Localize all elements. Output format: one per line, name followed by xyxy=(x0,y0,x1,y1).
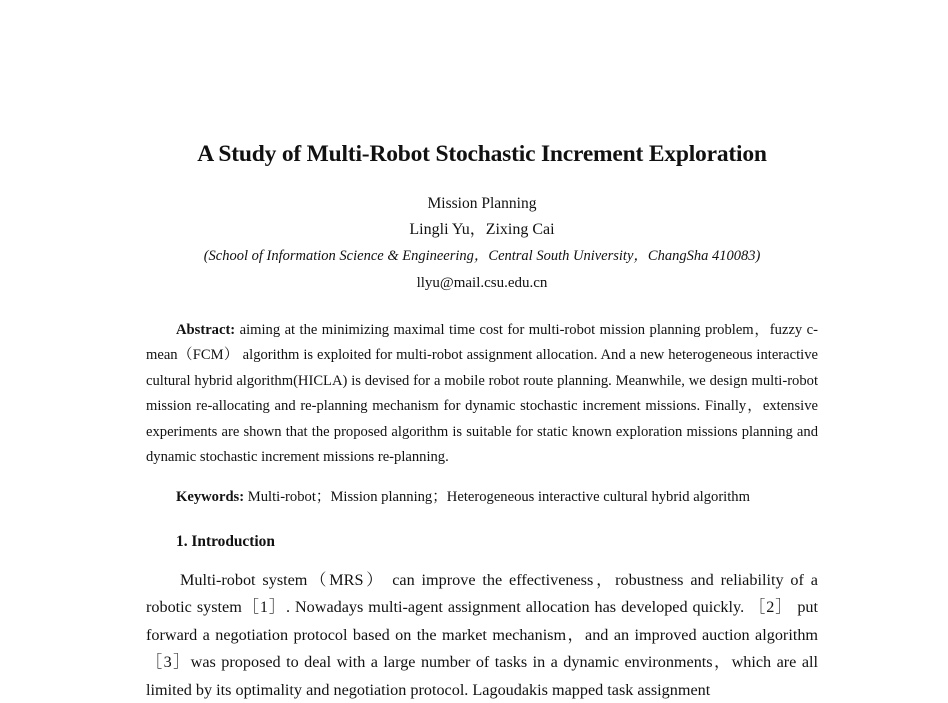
paper-content-column xyxy=(146,0,818,703)
author-names: Lingli Yu，Zixing Cai xyxy=(409,221,555,239)
page-title: A Study of Multi-Robot Stochastic Increment Exploration xyxy=(197,141,767,167)
keywords-text: Multi-robot；Mission planning；Heterogeneous interactive cultural hybrid algorithm xyxy=(247,489,750,506)
section-heading-introduction: 1. Introduction xyxy=(176,532,275,550)
abstract-text: aiming at the minimizing maximal time cost for multi-robot mission planning problem，fuzzy c-mean（FCM） algorithm is exploited for multi-robot assignment allocation. And a new heterogeneous interactive cultural hybrid algorithm(HICLA) is devised for a mobile robot route planning. Meanwhile, we design multi-robot mission re-allocating and re-planning mechanism for dynamic stochastic increment missions. Finally，extensive experiments are shown that the proposed algorithm is suitable for static known exploration missions planning and dynamic stochastic increment missions re-planning. xyxy=(146,321,818,466)
keywords-label: Keywords: xyxy=(176,489,245,506)
abstract-paragraph xyxy=(146,318,818,471)
abstract-label: Abstract: xyxy=(176,321,236,338)
keywords-paragraph xyxy=(146,485,818,511)
author-email: llyu@mail.csu.edu.cn xyxy=(416,274,548,291)
author-block xyxy=(146,196,818,291)
section-paragraph-introduction: Multi-robot system（MRS） can improve the effectiveness，robustness and reliability of a robotic system［1］. Nowadays multi-agent assignment allocation has developed quickly. ［2］ put forward a negotiation protocol based on the market mechanism，and an improved auction algorithm［3］was proposed to deal with a large number of tasks in a dynamic environments，which are all limited by its optimality and negotiation protocol. Lagoudakis mapped task assignment xyxy=(146,570,818,699)
paper-subtitle: Mission Planning xyxy=(427,194,537,212)
author-affiliation: (School of Information Science & Engineering，Central South University，ChangSha 410083) xyxy=(203,248,761,265)
